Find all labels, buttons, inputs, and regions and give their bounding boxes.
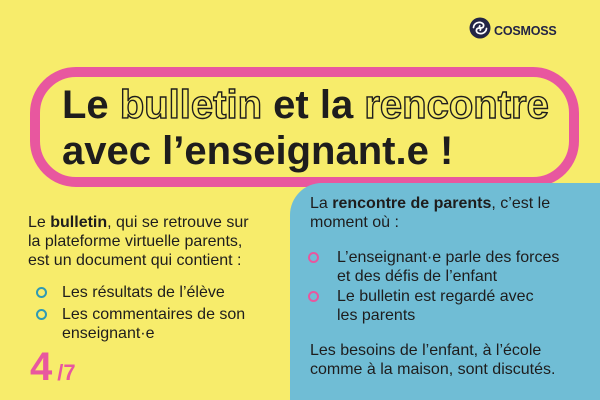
bulletin-intro-line-3: est un document qui contient : [28, 252, 242, 269]
page-title [62, 82, 549, 174]
circle-bullet-icon [36, 309, 47, 320]
meeting-intro-rest: , c’est le [491, 195, 551, 212]
page-indicator [30, 347, 76, 387]
bulletin-intro [28, 213, 249, 270]
meeting-intro-line-1 [310, 194, 550, 213]
title-line-2: avec l’enseignant.e ! [62, 129, 454, 173]
list-item-text [62, 283, 225, 302]
list-item-text [337, 248, 559, 286]
title-line-1 [62, 82, 549, 128]
circle-bullet-icon [308, 291, 319, 302]
list-item-line: Les commentaires de son [62, 306, 246, 323]
cosmoss-swirl-graphic [469, 17, 491, 39]
bulletin-intro-bold: bulletin [50, 214, 108, 231]
bulletin-intro-lead: Le [28, 214, 46, 231]
title-word-rencontre: rencontre [364, 83, 549, 127]
meeting-intro-lead: La [310, 195, 328, 212]
bulletin-intro-line-2: la plateforme virtuelle parents, [28, 233, 243, 250]
meeting-info-panel [290, 183, 600, 400]
meeting-intro-line-2: moment où : [310, 214, 399, 231]
meeting-closing-note [310, 341, 555, 379]
list-item-text [62, 305, 245, 343]
page-current-number: 4 [30, 345, 53, 389]
list-item-line: Les résultats de l’élève [62, 284, 225, 301]
meeting-intro-bold: rencontre de parents [332, 195, 492, 212]
title-word-bulletin: bulletin [119, 83, 263, 127]
circle-bullet-icon [308, 252, 319, 263]
closing-line-1: Les besoins de l’enfant, à l’école [310, 342, 542, 359]
list-item-line: enseignant·e [62, 325, 155, 342]
brand-logo [469, 17, 561, 39]
circle-bullet-icon [36, 287, 47, 298]
meeting-intro [310, 194, 550, 232]
cosmoss-swirl-icon [469, 17, 491, 39]
bulletin-intro-rest: , qui se retrouve sur [107, 214, 249, 231]
list-item-line: et des défis de l’enfant [337, 268, 498, 285]
bulletin-intro-line-1 [28, 213, 249, 232]
list-item-line: les parents [337, 307, 416, 324]
title-word-le: Le [62, 83, 109, 127]
title-word-et-la: et la [273, 83, 354, 127]
page-total-number: /7 [57, 360, 76, 385]
brand-name: COSMOSS [494, 24, 557, 38]
list-item-text [337, 287, 534, 325]
list-item-line: L’enseignant·e parle des forces [337, 249, 560, 266]
list-item-line: Le bulletin est regardé avec [337, 288, 534, 305]
closing-line-2: comme à la maison, sont discutés. [310, 361, 556, 378]
